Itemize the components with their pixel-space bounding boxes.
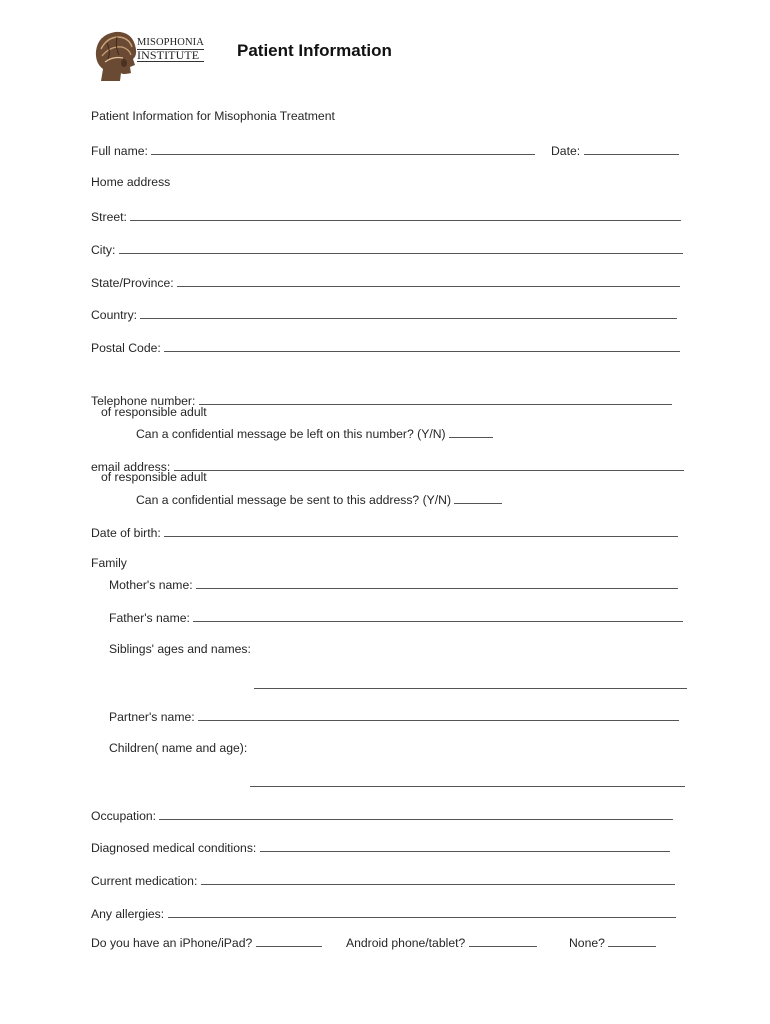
occupation-label: Occupation:	[91, 809, 157, 823]
page-title: Patient Information	[237, 41, 392, 60]
phone-message-label: Can a confidential message be left on this number? (Y/N)	[136, 427, 446, 441]
full-name-label: Full name:	[91, 144, 148, 158]
head-profile-icon	[93, 29, 139, 83]
partner-field[interactable]	[198, 708, 679, 721]
street-row	[91, 208, 681, 224]
android-row	[346, 934, 537, 950]
street-field[interactable]	[130, 208, 681, 221]
conditions-field[interactable]	[260, 839, 670, 852]
logo-text	[137, 37, 204, 62]
partner-label: Partner's name:	[109, 710, 195, 724]
conditions-row	[91, 839, 670, 855]
full-name-row	[91, 142, 535, 158]
state-field[interactable]	[177, 274, 680, 287]
telephone-field[interactable]	[199, 392, 672, 405]
none-row	[569, 934, 656, 950]
form-intro: Patient Information for Misophonia Treatment	[91, 109, 335, 123]
email-message-field[interactable]	[454, 491, 502, 504]
conditions-label: Diagnosed medical conditions:	[91, 841, 257, 855]
children-field[interactable]	[250, 774, 685, 787]
postal-row	[91, 339, 680, 355]
siblings-label: Siblings' ages and names:	[109, 642, 251, 656]
email-message-row	[136, 491, 502, 507]
phone-message-row	[136, 425, 493, 441]
father-field[interactable]	[193, 609, 683, 622]
date-row	[551, 142, 679, 158]
city-row	[91, 241, 683, 257]
allergies-label: Any allergies:	[91, 907, 165, 921]
city-field[interactable]	[119, 241, 683, 254]
family-heading: Family	[91, 556, 127, 570]
father-label: Father's name:	[109, 611, 190, 625]
email-label: email address:	[91, 460, 171, 474]
date-label: Date:	[551, 144, 581, 158]
occupation-field[interactable]	[159, 807, 673, 820]
dob-row	[91, 524, 678, 540]
iphone-row	[91, 934, 322, 950]
country-row	[91, 306, 677, 322]
home-address-heading: Home address	[91, 175, 171, 189]
none-field[interactable]	[608, 934, 656, 947]
dob-label: Date of birth:	[91, 526, 161, 540]
partner-row	[109, 708, 679, 724]
children-label: Children( name and age):	[109, 741, 248, 755]
mother-label: Mother's name:	[109, 578, 193, 592]
date-field[interactable]	[584, 142, 679, 155]
dob-field[interactable]	[164, 524, 678, 537]
iphone-field[interactable]	[256, 934, 322, 947]
android-label: Android phone/tablet?	[346, 936, 466, 950]
country-field[interactable]	[140, 306, 677, 319]
logo-line-2: INSTITUTE	[137, 49, 204, 62]
state-row	[91, 274, 680, 290]
misophonia-institute-logo	[93, 29, 209, 83]
email-message-label: Can a confidential message be sent to this address? (Y/N)	[136, 493, 452, 507]
none-label: None?	[569, 936, 605, 950]
logo-line-1: MISOPHONIA	[137, 37, 204, 48]
medication-field[interactable]	[201, 872, 675, 885]
email-sublabel: of responsible adult	[101, 470, 207, 484]
allergies-field[interactable]	[168, 905, 676, 918]
occupation-row	[91, 807, 673, 823]
allergies-row	[91, 905, 676, 921]
android-field[interactable]	[469, 934, 537, 947]
siblings-field[interactable]	[254, 676, 687, 689]
postal-label: Postal Code:	[91, 341, 161, 355]
iphone-label: Do you have an iPhone/iPad?	[91, 936, 253, 950]
telephone-sublabel: of responsible adult	[101, 405, 207, 419]
state-label: State/Province:	[91, 276, 174, 290]
street-label: Street:	[91, 210, 127, 224]
phone-message-field[interactable]	[449, 425, 493, 438]
country-label: Country:	[91, 308, 138, 322]
father-row	[109, 609, 683, 625]
telephone-label: Telephone number:	[91, 394, 196, 408]
email-field[interactable]	[174, 458, 684, 471]
full-name-field[interactable]	[151, 142, 535, 155]
city-label: City:	[91, 243, 116, 257]
medication-label: Current medication:	[91, 874, 198, 888]
postal-field[interactable]	[164, 339, 680, 352]
medication-row	[91, 872, 675, 888]
mother-row	[109, 576, 678, 592]
mother-field[interactable]	[196, 576, 678, 589]
